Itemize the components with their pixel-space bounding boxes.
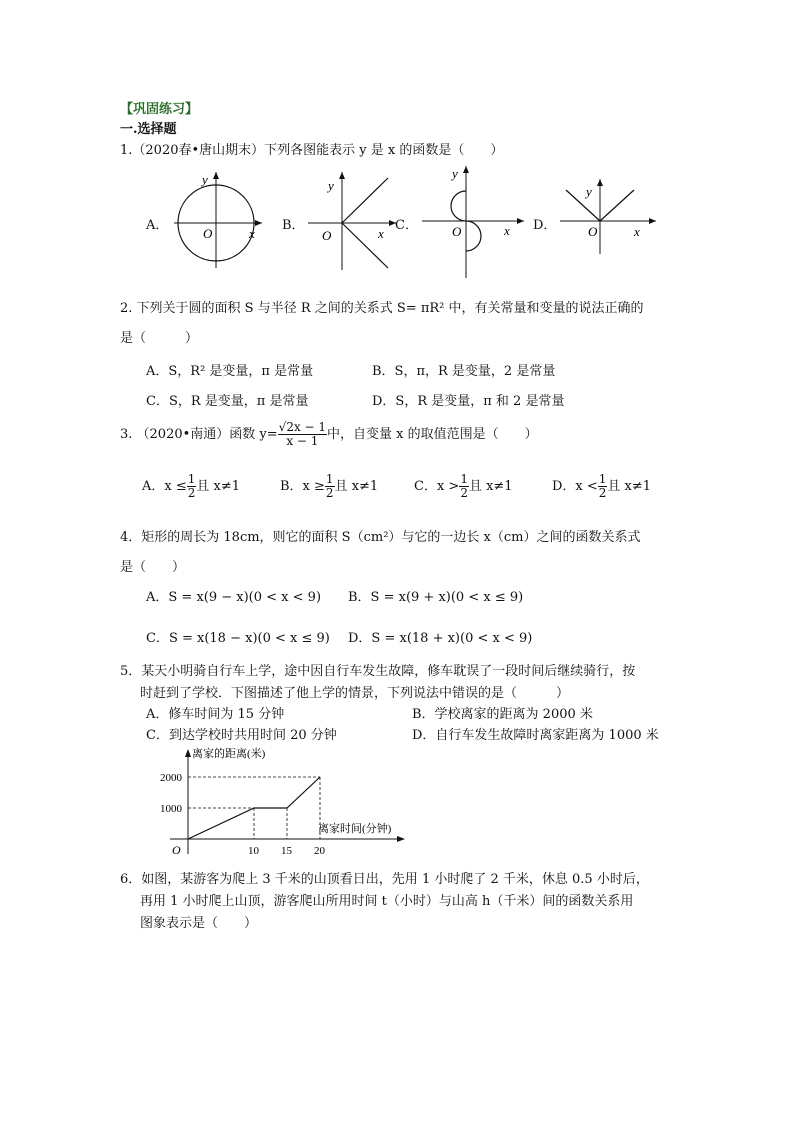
q2-option-a: A．S，R² 是变量，π 是常量 <box>146 364 314 379</box>
half-fraction <box>325 473 335 500</box>
q4-stem-line2: 是（ ） <box>120 560 186 575</box>
x-arrow <box>255 220 262 226</box>
half-fraction <box>459 473 469 500</box>
q3-option-suffix: 且 x≠1 <box>196 479 241 494</box>
q2-stem-line2: 是（ ） <box>120 331 199 346</box>
q3-denominator: x − 1 <box>286 434 319 448</box>
y-axis-arrow <box>185 749 191 757</box>
frac-den: 2 <box>598 486 607 500</box>
section-header: 【巩固练习】 <box>120 102 199 117</box>
q1-graph-a <box>172 168 272 273</box>
upper-ray <box>342 178 388 223</box>
origin-label: O <box>172 843 181 857</box>
q5-stem-line1: 5．某天小明骑自行车上学，途中因自行车发生故障，修车耽误了一段时间后继续骑行，按 <box>120 664 636 679</box>
y-arrow <box>213 172 219 179</box>
q1-graph-c <box>418 164 530 280</box>
q3-option-c-pre: C．x > <box>414 479 460 494</box>
x-arrow <box>517 218 524 224</box>
q2-option-c: C．S，R 是变量，π 是常量 <box>146 394 309 409</box>
y-tick-labels <box>160 772 183 815</box>
q1-graph-b <box>300 168 400 273</box>
x-tick-label: 20 <box>314 845 325 857</box>
q3-option-c <box>414 473 513 500</box>
q3-function-fraction <box>278 421 327 448</box>
y-arrow <box>339 172 345 179</box>
q3-numerator: √2x − 1 <box>278 420 327 434</box>
q5-distance-time-chart <box>150 744 410 860</box>
q3-option-suffix: 且 x≠1 <box>334 479 379 494</box>
x-tick-labels <box>248 845 326 857</box>
y-axis-label: 离家的距离(米) <box>192 748 266 760</box>
q3-option-d <box>552 473 651 500</box>
q6-stem-line1: 6．如图，某游客为爬上 3 千米的山顶看日出，先用 1 小时爬了 2 千米，休息 0.5 小时后， <box>120 872 649 887</box>
q2-option-b: B．S，π，R 是变量，2 是常量 <box>372 364 556 379</box>
left-ray <box>566 190 600 221</box>
frac-num: 1 <box>598 472 607 486</box>
q1-option-a-label: A． <box>146 218 169 233</box>
y-tick-label: 2000 <box>160 772 182 784</box>
y-arrow <box>463 166 469 173</box>
right-semicircle <box>466 221 481 251</box>
origin-label: O <box>452 224 462 239</box>
x-arrow <box>649 218 656 224</box>
origin-label: O <box>322 228 332 243</box>
q4-option-c: C．S = x(18 − x)(0 < x ≤ 9) <box>146 631 330 646</box>
half-fraction <box>598 473 608 500</box>
x-tick-label: 15 <box>281 845 292 857</box>
q3-option-a <box>142 473 240 500</box>
x-tick-label: 10 <box>248 845 259 857</box>
y-label: y <box>452 166 458 181</box>
q2-stem-line1: 2. 下列关于圆的面积 S 与半径 R 之间的关系式 S= πR² 中，有关常量和变量的说法正确的 <box>120 301 644 316</box>
frac-num: 1 <box>187 472 196 486</box>
q5-stem-line2: 时赶到了学校．下图描述了他上学的情景，下列说法中错误的是（ ） <box>140 686 570 701</box>
q2-option-d: D．S，R 是变量，π 和 2 是常量 <box>372 394 565 409</box>
section-title: 一.选择题 <box>120 122 177 137</box>
x-axis-label: 离家时间(分钟) <box>318 823 392 835</box>
frac-den: 2 <box>187 486 196 500</box>
q5-option-a: A．修车时间为 15 分钟 <box>146 707 285 722</box>
q3-stem <box>120 421 538 448</box>
q3-option-a-pre: A．x ≤ <box>142 479 187 494</box>
q1-option-d-label: D． <box>533 218 557 233</box>
y-arrow <box>597 179 603 186</box>
q4-option-b: B．S = x(9 + x)(0 < x ≤ 9) <box>348 590 524 605</box>
q3-option-b <box>280 473 378 500</box>
q6-stem-line3: 图象表示是（ ） <box>140 916 258 931</box>
q3-option-suffix: 且 x≠1 <box>468 479 513 494</box>
x-axis-arrow <box>397 836 405 842</box>
half-fraction <box>187 473 197 500</box>
q6-stem-line2: 再用 1 小时爬上山顶，游客爬山所用时间 t（小时）与山高 h（千米）间的函数关系用 <box>140 894 634 909</box>
x-label: x <box>249 226 255 241</box>
frac-den: 2 <box>325 486 334 500</box>
y-label: y <box>586 184 592 199</box>
q1-option-b-label: B． <box>282 218 305 233</box>
q1-stem: 1.（2020春•唐山期末）下列各图能表示 y 是 x 的函数是（ ） <box>120 143 504 158</box>
origin-label: O <box>588 224 598 239</box>
x-label: x <box>378 226 384 241</box>
q3-stem-post: 中，自变量 x 的取值范围是（ ） <box>327 427 538 442</box>
x-label: x <box>634 224 640 239</box>
y-label: y <box>328 178 334 193</box>
left-semicircle <box>451 191 466 221</box>
x-label: x <box>504 223 510 238</box>
q4-option-d: D．S = x(18 + x)(0 < x < 9) <box>348 631 533 646</box>
q1-graph-d <box>554 176 664 256</box>
q5-option-d: D．自行车发生故障时离家距离为 1000 米 <box>412 728 659 743</box>
right-ray <box>600 190 634 221</box>
q5-option-b: B．学校离家的距离为 2000 米 <box>412 707 593 722</box>
q5-option-c: C．到达学校时共用时间 20 分钟 <box>146 728 337 743</box>
y-tick-label: 1000 <box>160 803 182 815</box>
q3-option-d-pre: D．x < <box>552 479 598 494</box>
q3-option-b-pre: B．x ≥ <box>280 479 325 494</box>
frac-den: 2 <box>460 486 468 500</box>
origin-label: O <box>203 226 213 241</box>
q3-option-suffix: 且 x≠1 <box>607 479 652 494</box>
q4-stem-line1: 4．矩形的周长为 18cm，则它的面积 S（cm²）与它的一边长 x（cm）之间的函数关系式 <box>120 530 641 545</box>
frac-num: 1 <box>325 472 334 486</box>
frac-num: 1 <box>460 472 468 486</box>
q3-stem-pre: 3. （2020•南通）函数 y= <box>120 427 278 442</box>
q1-option-c-label: C． <box>395 218 418 233</box>
q4-option-a: A．S = x(9 − x)(0 < x < 9) <box>146 590 322 605</box>
y-label: y <box>202 172 208 187</box>
